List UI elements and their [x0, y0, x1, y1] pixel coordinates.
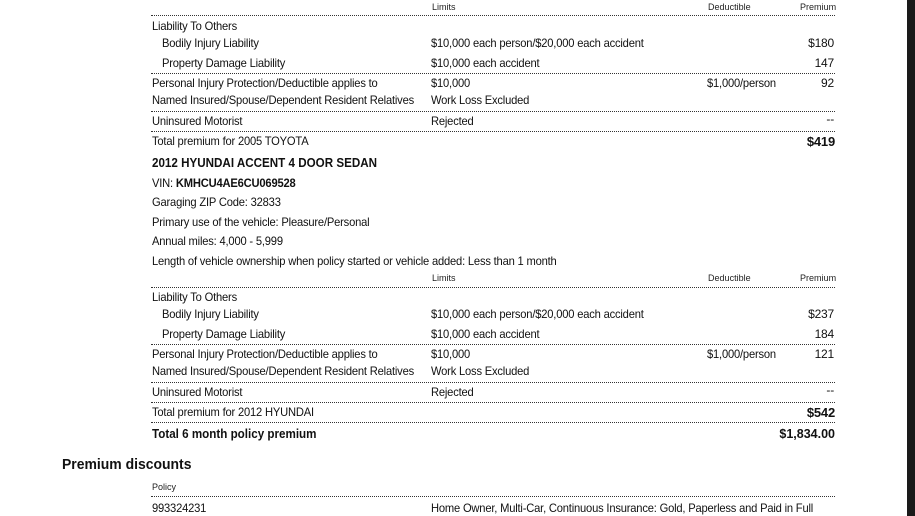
coverage-name: Property Damage Liability: [162, 56, 286, 70]
coverage-limits: $10,000 each accident: [431, 327, 540, 341]
divider: [151, 344, 835, 345]
pip-name-line2: Named Insured/Spouse/Dependent Resident Relatives: [152, 93, 414, 107]
annual-miles: Annual miles: 4,000 - 5,999: [152, 234, 283, 248]
coverage-limits: $10,000 each person/$20,000 each accident: [431, 36, 644, 50]
vehicle-total-value: $542: [806, 405, 835, 420]
vin-line: [152, 176, 296, 190]
policy-total-label: Total 6 month policy premium: [152, 427, 317, 441]
page-edge: [907, 0, 915, 516]
coverage-premium: 147: [814, 56, 834, 70]
divider: [151, 15, 835, 16]
coverage-limits: $10,000 each accident: [431, 56, 540, 70]
discount-description: Home Owner, Multi-Car, Continuous Insurance: Gold, Paperless and Paid in Full: [431, 501, 814, 515]
vehicle-total-value: $419: [806, 134, 835, 149]
vehicle-total-label: Total premium for 2012 HYUNDAI: [152, 405, 314, 419]
pip-limits-line2: Work Loss Excluded: [431, 364, 530, 378]
pip-name-line1: Personal Injury Protection/Deductible applies to: [152, 347, 378, 361]
policy-number: 993324231: [152, 501, 207, 515]
pip-limits-line2: Work Loss Excluded: [431, 93, 530, 107]
premium-header: Premium: [800, 273, 837, 284]
vehicle-total-label: Total premium for 2005 TOYOTA: [152, 134, 309, 148]
coverage-name: Bodily Injury Liability: [162, 36, 259, 50]
pip-limits-line1: $10,000: [431, 347, 471, 361]
limits-header: Limits: [432, 273, 456, 284]
deductible-header: Deductible: [708, 2, 751, 13]
limits-header: Limits: [432, 2, 456, 13]
coverage-name: Bodily Injury Liability: [162, 307, 259, 321]
deductible-header: Deductible: [708, 273, 751, 284]
pip-limits-line1: $10,000: [431, 76, 471, 90]
vehicle-title: 2012 HYUNDAI ACCENT 4 DOOR SEDAN: [152, 156, 378, 170]
divider: [151, 131, 835, 132]
coverage-premium: $237: [808, 307, 834, 321]
divider: [151, 73, 835, 74]
pip-deductible: $1,000/person: [707, 347, 776, 361]
ownership-length: Length of vehicle ownership when policy started or vehicle added: Less than 1 month: [152, 254, 557, 268]
divider: [151, 422, 835, 423]
uninsured-limits: Rejected: [431, 114, 474, 128]
coverage-limits: $10,000 each person/$20,000 each accident: [431, 307, 644, 321]
uninsured-name: Uninsured Motorist: [152, 385, 243, 399]
liability-label: Liability To Others: [152, 19, 237, 33]
divider: [151, 287, 835, 288]
coverage-name: Property Damage Liability: [162, 327, 286, 341]
primary-use: Primary use of the vehicle: Pleasure/Personal: [152, 215, 370, 229]
divider: [151, 496, 835, 497]
divider: [151, 382, 835, 383]
policy-total-value: $1,834.00: [779, 427, 835, 441]
uninsured-limits: Rejected: [431, 385, 474, 399]
coverage-premium: $180: [808, 36, 834, 50]
uninsured-premium: --: [826, 383, 834, 397]
pip-name-line1: Personal Injury Protection/Deductible applies to: [152, 76, 378, 90]
uninsured-name: Uninsured Motorist: [152, 114, 243, 128]
liability-label: Liability To Others: [152, 290, 237, 304]
divider: [151, 111, 835, 112]
premium-header: Premium: [800, 2, 837, 13]
pip-premium: 92: [821, 76, 834, 90]
vin-value: KMHCU4AE6CU069528: [175, 176, 296, 190]
pip-name-line2: Named Insured/Spouse/Dependent Resident Relatives: [152, 364, 414, 378]
divider: [151, 402, 835, 403]
vin-label: VIN:: [152, 176, 176, 190]
discounts-heading: Premium discounts: [62, 456, 192, 473]
coverage-premium: 184: [814, 327, 834, 341]
policy-header: Policy: [152, 482, 177, 493]
pip-premium: 121: [814, 347, 834, 361]
pip-deductible: $1,000/person: [707, 76, 776, 90]
uninsured-premium: --: [826, 112, 834, 126]
garaging-zip: Garaging ZIP Code: 32833: [152, 195, 281, 209]
